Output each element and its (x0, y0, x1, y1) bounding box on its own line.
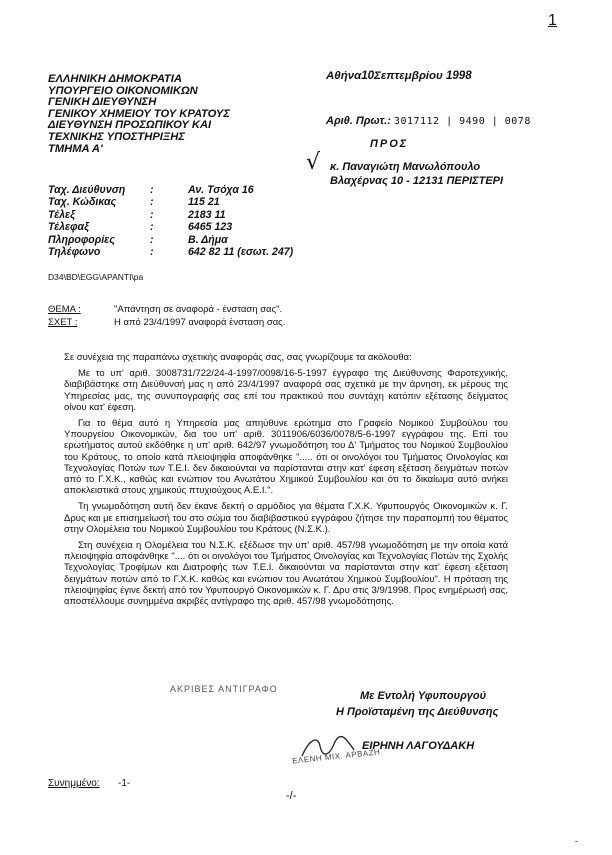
contact-key: Ταχ. Διεύθυνση (48, 184, 126, 196)
date-line (326, 70, 472, 82)
date-city: Αθήνα (326, 70, 362, 82)
end-mark: -/- (286, 790, 297, 802)
paragraph: Για το θέμα αυτό η Υπηρεσία μας απηύθυνε ερώτημα στο Γραφείο Νομικού Συμβούλου του Υπουργείου Οικονομικών, δια του υπ' αριθ. 3011906/6036/0078/5-6-1997 εγγράφου της. Επί του ερωτήματος αυτού εκδόθηκε η υπ' αριθ. 642/97 γνωμοδότηση του Δ' Τμήματος του Νομικού Συμβουλίου του Κράτους, τo οποίο κατά πλειοψηφία αποφάνθηκε "..... ότι οι οινολόγοι του Τμήματος Οινολογίας και Τεχνολογίας Ποτών των Τ.Ε.Ι. δεν δικαιούνται να παρίστανται στην κατ' έφεση εξέταση δειγμάτων ποτών από το Γ.Χ.Κ., καθώς και ενώπιον του Ανωτάτου Χημικού Συμβουλίου και ότι το δικαίωμα αυτό ανήκει αποκλειστικά στους χημικούς πτυχιούχους Α.Ε.Ι.". (64, 418, 508, 497)
contact-row: Τηλέφωνο : 642 82 11 (εσωτ. 247) (48, 245, 294, 258)
reference-value: Η από 23/4/1997 αναφορά ένσταση σας. (114, 317, 286, 328)
contact-key: Τηλέφωνο (48, 245, 101, 258)
subject-line (48, 304, 282, 315)
reference-line (48, 317, 285, 328)
ministry-header (48, 74, 230, 155)
date-day: 10 (361, 70, 375, 82)
ministry-line: ΕΛΛΗΝΙΚΗ ΔΗΜΟΚΡΑΤΙΑ (48, 73, 182, 85)
contact-row: Τέλεφαξ : 6465 123 (48, 221, 293, 233)
contact-key: Ταχ. Κώδικας (48, 196, 117, 209)
paragraph: Στη συνέχεια η Ολομέλεια του Ν.Σ.Κ. εξέδωσε την υπ' αριθ. 457/98 γνωμοδότηση με την οποία κατά πλειοψηφία αποφάνθηκε ".... ότι οι οινολόγοι του Τμήματος Οινολογίας και Τεχνολογίας Ποτών της Σχολής Τεχνολογίας Τροφίμων και Διατροφής των Τ.Ε.Ι. δικαιούνται να παρίστανται στην κατ' έφεση εξέταση δειγμάτων ποτών από το Γ.Χ.Κ. καθώς και ενώπιον του Ανωτάτου Χημικού Συμβουλίου". Η πρόταση της πλειοψηφίας έγινε δεκτή από τον Υφυπουργό Οικονομικών κ. Γ. Δρυ στις 3/9/1998. Προς ενημέρωσή σας, αποστέλλουμε συνημμένα ακριβές αντίγραφο της αριθ. 457/98 γνωμοδότησης. (64, 540, 508, 608)
recipient-name: κ. Παναγιώτη Μανωλόπουλο (330, 161, 481, 173)
subject-label: ΘΕΜΑ : (48, 304, 81, 315)
ministry-line: ΤΜΗΜΑ Α' (48, 142, 103, 155)
protocol-label: Αριθ. Πρωτ.: (326, 115, 391, 127)
recipient-address: Βλαχέρνας 10 - 12131 ΠΕΡΙΣΤΕΡΙ (330, 175, 504, 187)
ministry-line: ΥΠΟΥΡΓΕΙΟ ΟΙΚΟΝΟΜΙΚΩΝ (48, 84, 198, 97)
contact-value: 115 21 (188, 196, 220, 209)
attachment-label: Συνημμένο: (48, 778, 100, 789)
contact-row: Ταχ. Διεύθυνση : Αν. Τσόχα 16 (48, 184, 293, 196)
contact-key: Πληροφορίες (48, 233, 115, 246)
reference-label: ΣΧΕΤ : (48, 317, 78, 328)
page-number: 1 (548, 12, 557, 29)
contact-row: Ταχ. Κώδικας : 115 21 (48, 196, 293, 208)
attachment-line (48, 778, 130, 789)
subject-value: "Απάντηση σε αναφορά - ένσταση σας". (114, 304, 283, 315)
contact-value: Β. Δήμα (188, 233, 228, 246)
attachment-value: -1- (118, 778, 131, 789)
sign-line-2: Η Προϊσταμένη της Διεύθυνσης (336, 706, 499, 718)
check-mark-icon: √ (306, 150, 321, 175)
letter-body (64, 352, 508, 612)
file-code: D34\BD\EGG\APANTI\pa (48, 272, 144, 282)
contact-row: Πληροφορίες : Β. Δήμα (48, 234, 293, 246)
paragraph: Με το υπ' αριθ. 3008731/722/24-4-1997/0098/16-5-1997 έγγραφο της Διεύθυνσης Φαροτεχνικής, διαβιβάστηκε στη Διεύθυνσή μας η από 23/4/1997 αναφορά σας σχετικά με την άρνηση, εκ μέρους της Υπηρεσίας μας, της συνυπογραφής σας επί του πρακτικού που συντάχη κατόπιν εξέτασης δείγματος οίνου κατ' έφεση. (64, 368, 508, 413)
contact-key: Τέλεφαξ (48, 221, 89, 234)
contact-key: Τέλεξ (48, 208, 75, 221)
signature-stamp: ΕΛΕΝΗ ΜΙΧ. ΑΡΒΑΖΗ (291, 747, 381, 766)
certified-copy-stamp: ΑΚΡΙΒΕΣ ΑΝΤΙΓΡΑΦΟ (170, 684, 278, 694)
ministry-line: ΤΕΧΝΙΚΗΣ ΥΠΟΣΤΗΡΙΞΗΣ (48, 130, 185, 143)
ministry-line: ΓΕΝΙΚΟΥ ΧΗΜΕΙΟΥ ΤΟΥ ΚΡΑΤΟΥΣ (48, 107, 230, 120)
contact-value: Αν. Τσόχα 16 (188, 184, 254, 196)
protocol-line (326, 115, 531, 127)
to-label: ΠΡΟΣ (370, 138, 409, 150)
contact-value: 642 82 11 (εσωτ. 247) (188, 245, 294, 258)
ministry-line: ΔΙΕΥΘΥΝΣΗ ΠΡΟΣΩΠΙΚΟΥ ΚΑΙ (48, 119, 212, 132)
ministry-line: ΓΕΝΙΚΗ ΔΙΕΥΘΥΝΣΗ (48, 96, 157, 109)
sign-line-1: Με Εντολή Υφυπουργού (360, 690, 487, 702)
protocol-value: 3017112 | 9490 | 0078 (393, 116, 531, 127)
paragraph: Τη γνωμοδότηση αυτή δεν έκανε δεκτή ο αρμόδιος για θέματα Γ.Χ.Κ. Υφυπουργός Οικονομικών κ. Γ. Δρυς και με επισημείωσή του στο σώμα του διαβιβαστικού εγγράφου ζήτησε την παραπομπή του θέματος στην Ολομέλεια του Νομικού Συμβουλίου του Κράτους (Ν.Σ.Κ.). (64, 501, 508, 535)
date-month-year: Σεπτεμβρίου 1998 (374, 70, 472, 82)
recipient-block (330, 160, 503, 188)
paragraph: Σε συνέχεια της παραπάνω σχετικής αναφοράς σας, σας γνωρίζουμε τα ακόλουθα: (64, 352, 412, 363)
contact-row: Τέλεξ : 2183 11 (48, 209, 293, 221)
corner-mark: - (575, 836, 578, 846)
contact-value: 2183 11 (188, 208, 226, 221)
signer-name: ΕΙΡΗΝΗ ΛΑΓΟΥΔΑΚΗ (362, 740, 475, 752)
contact-table (48, 184, 293, 258)
contact-value: 6465 123 (188, 221, 233, 234)
